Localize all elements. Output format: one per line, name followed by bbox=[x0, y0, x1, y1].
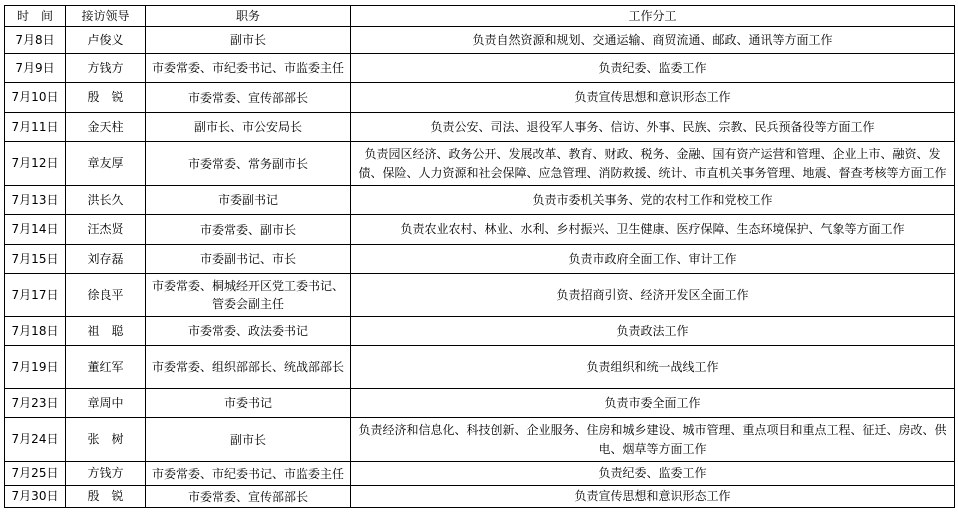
position-cell: 副市长、市公安局长 bbox=[146, 113, 351, 142]
date-cell: 7月15日 bbox=[5, 245, 66, 274]
leader-cell: 卢俊义 bbox=[66, 27, 146, 54]
date-cell: 7月30日 bbox=[5, 486, 66, 508]
leader-cell: 洪长久 bbox=[66, 186, 146, 215]
position-cell: 副市长 bbox=[146, 418, 351, 462]
duties-cell: 负责公安、司法、退役军人事务、信访、外事、民族、宗教、民兵预备役等方面工作 bbox=[351, 113, 955, 142]
date-cell: 7月8日 bbox=[5, 27, 66, 54]
position-cell: 市委常委、组织部部长、统战部部长 bbox=[146, 346, 351, 389]
leader-cell: 汪杰贤 bbox=[66, 215, 146, 245]
duties-cell: 负责宣传思想和意识形态工作 bbox=[351, 83, 955, 113]
header-leader: 接访领导 bbox=[66, 6, 146, 27]
date-cell: 7月13日 bbox=[5, 186, 66, 215]
header-duties: 工作分工 bbox=[351, 6, 955, 27]
table-row bbox=[5, 215, 955, 245]
leader-cell: 殷 锐 bbox=[66, 486, 146, 508]
leader-cell: 祖 聪 bbox=[66, 317, 146, 346]
table-row bbox=[5, 27, 955, 54]
table-row bbox=[5, 54, 955, 83]
date-cell: 7月12日 bbox=[5, 142, 66, 186]
position-cell: 市委常委、市纪委书记、市监委主任 bbox=[146, 54, 351, 83]
duties-cell: 负责市委机关事务、党的农村工作和党校工作 bbox=[351, 186, 955, 215]
position-cell: 市委常委、常务副市长 bbox=[146, 142, 351, 186]
duties-cell: 负责市政府全面工作、审计工作 bbox=[351, 245, 955, 274]
leader-cell: 方钱方 bbox=[66, 54, 146, 83]
date-cell: 7月17日 bbox=[5, 274, 66, 317]
date-cell: 7月25日 bbox=[5, 462, 66, 486]
date-cell: 7月14日 bbox=[5, 215, 66, 245]
leader-cell: 金天柱 bbox=[66, 113, 146, 142]
position-cell: 市委常委、宣传部部长 bbox=[146, 486, 351, 508]
table-row bbox=[5, 486, 955, 508]
duties-cell: 负责组织和统一战线工作 bbox=[351, 346, 955, 389]
duties-cell: 负责园区经济、政务公开、发展改革、教育、财政、税务、金融、国有资产运营和管理、企业上市、融资、发债、保险、人力资源和社会保障、应急管理、消防救援、统计、市直机关事务管理、地震、督查考核等方面工作 bbox=[351, 142, 955, 186]
date-cell: 7月24日 bbox=[5, 418, 66, 462]
table-row bbox=[5, 113, 955, 142]
table-row bbox=[5, 274, 955, 317]
table-row bbox=[5, 83, 955, 113]
position-cell: 市委副书记、市长 bbox=[146, 245, 351, 274]
duties-cell: 负责农业农村、林业、水利、乡村振兴、卫生健康、医疗保障、生态环境保护、气象等方面工作 bbox=[351, 215, 955, 245]
position-cell: 市委书记 bbox=[146, 389, 351, 418]
position-cell: 市委常委、市纪委书记、市监委主任 bbox=[146, 462, 351, 486]
leader-cell: 章周中 bbox=[66, 389, 146, 418]
header-row bbox=[5, 6, 955, 27]
leader-cell: 董红军 bbox=[66, 346, 146, 389]
duties-cell: 负责纪委、监委工作 bbox=[351, 462, 955, 486]
date-cell: 7月18日 bbox=[5, 317, 66, 346]
duties-cell: 负责自然资源和规划、交通运输、商贸流通、邮政、通讯等方面工作 bbox=[351, 27, 955, 54]
date-cell: 7月11日 bbox=[5, 113, 66, 142]
table-row bbox=[5, 462, 955, 486]
leader-cell: 徐良平 bbox=[66, 274, 146, 317]
date-cell: 7月9日 bbox=[5, 54, 66, 83]
position-cell: 副市长 bbox=[146, 27, 351, 54]
leader-cell: 章友厚 bbox=[66, 142, 146, 186]
table-row bbox=[5, 186, 955, 215]
header-position: 职务 bbox=[146, 6, 351, 27]
position-cell: 市委常委、宣传部部长 bbox=[146, 83, 351, 113]
date-cell: 7月23日 bbox=[5, 389, 66, 418]
date-cell: 7月10日 bbox=[5, 83, 66, 113]
table-row bbox=[5, 346, 955, 389]
table-row bbox=[5, 245, 955, 274]
leader-cell: 方钱方 bbox=[66, 462, 146, 486]
leader-cell: 殷 锐 bbox=[66, 83, 146, 113]
duties-cell: 负责宣传思想和意识形态工作 bbox=[351, 486, 955, 508]
duties-cell: 负责纪委、监委工作 bbox=[351, 54, 955, 83]
duties-cell: 负责市委全面工作 bbox=[351, 389, 955, 418]
date-cell: 7月19日 bbox=[5, 346, 66, 389]
reception-schedule-table bbox=[4, 5, 955, 508]
leader-cell: 刘存磊 bbox=[66, 245, 146, 274]
position-cell: 市委副书记 bbox=[146, 186, 351, 215]
table-row bbox=[5, 418, 955, 462]
leader-cell: 张 树 bbox=[66, 418, 146, 462]
position-cell: 市委常委、副市长 bbox=[146, 215, 351, 245]
duties-cell: 负责政法工作 bbox=[351, 317, 955, 346]
duties-cell: 负责招商引资、经济开发区全面工作 bbox=[351, 274, 955, 317]
header-time: 时 间 bbox=[5, 6, 66, 27]
position-cell: 市委常委、政法委书记 bbox=[146, 317, 351, 346]
table-row bbox=[5, 317, 955, 346]
duties-cell: 负责经济和信息化、科技创新、企业服务、住房和城乡建设、城市管理、重点项目和重点工程、征迁、房改、供电、烟草等方面工作 bbox=[351, 418, 955, 462]
table-row bbox=[5, 142, 955, 186]
table-row bbox=[5, 389, 955, 418]
position-cell: 市委常委、桐城经开区党工委书记、管委会副主任 bbox=[146, 274, 351, 317]
